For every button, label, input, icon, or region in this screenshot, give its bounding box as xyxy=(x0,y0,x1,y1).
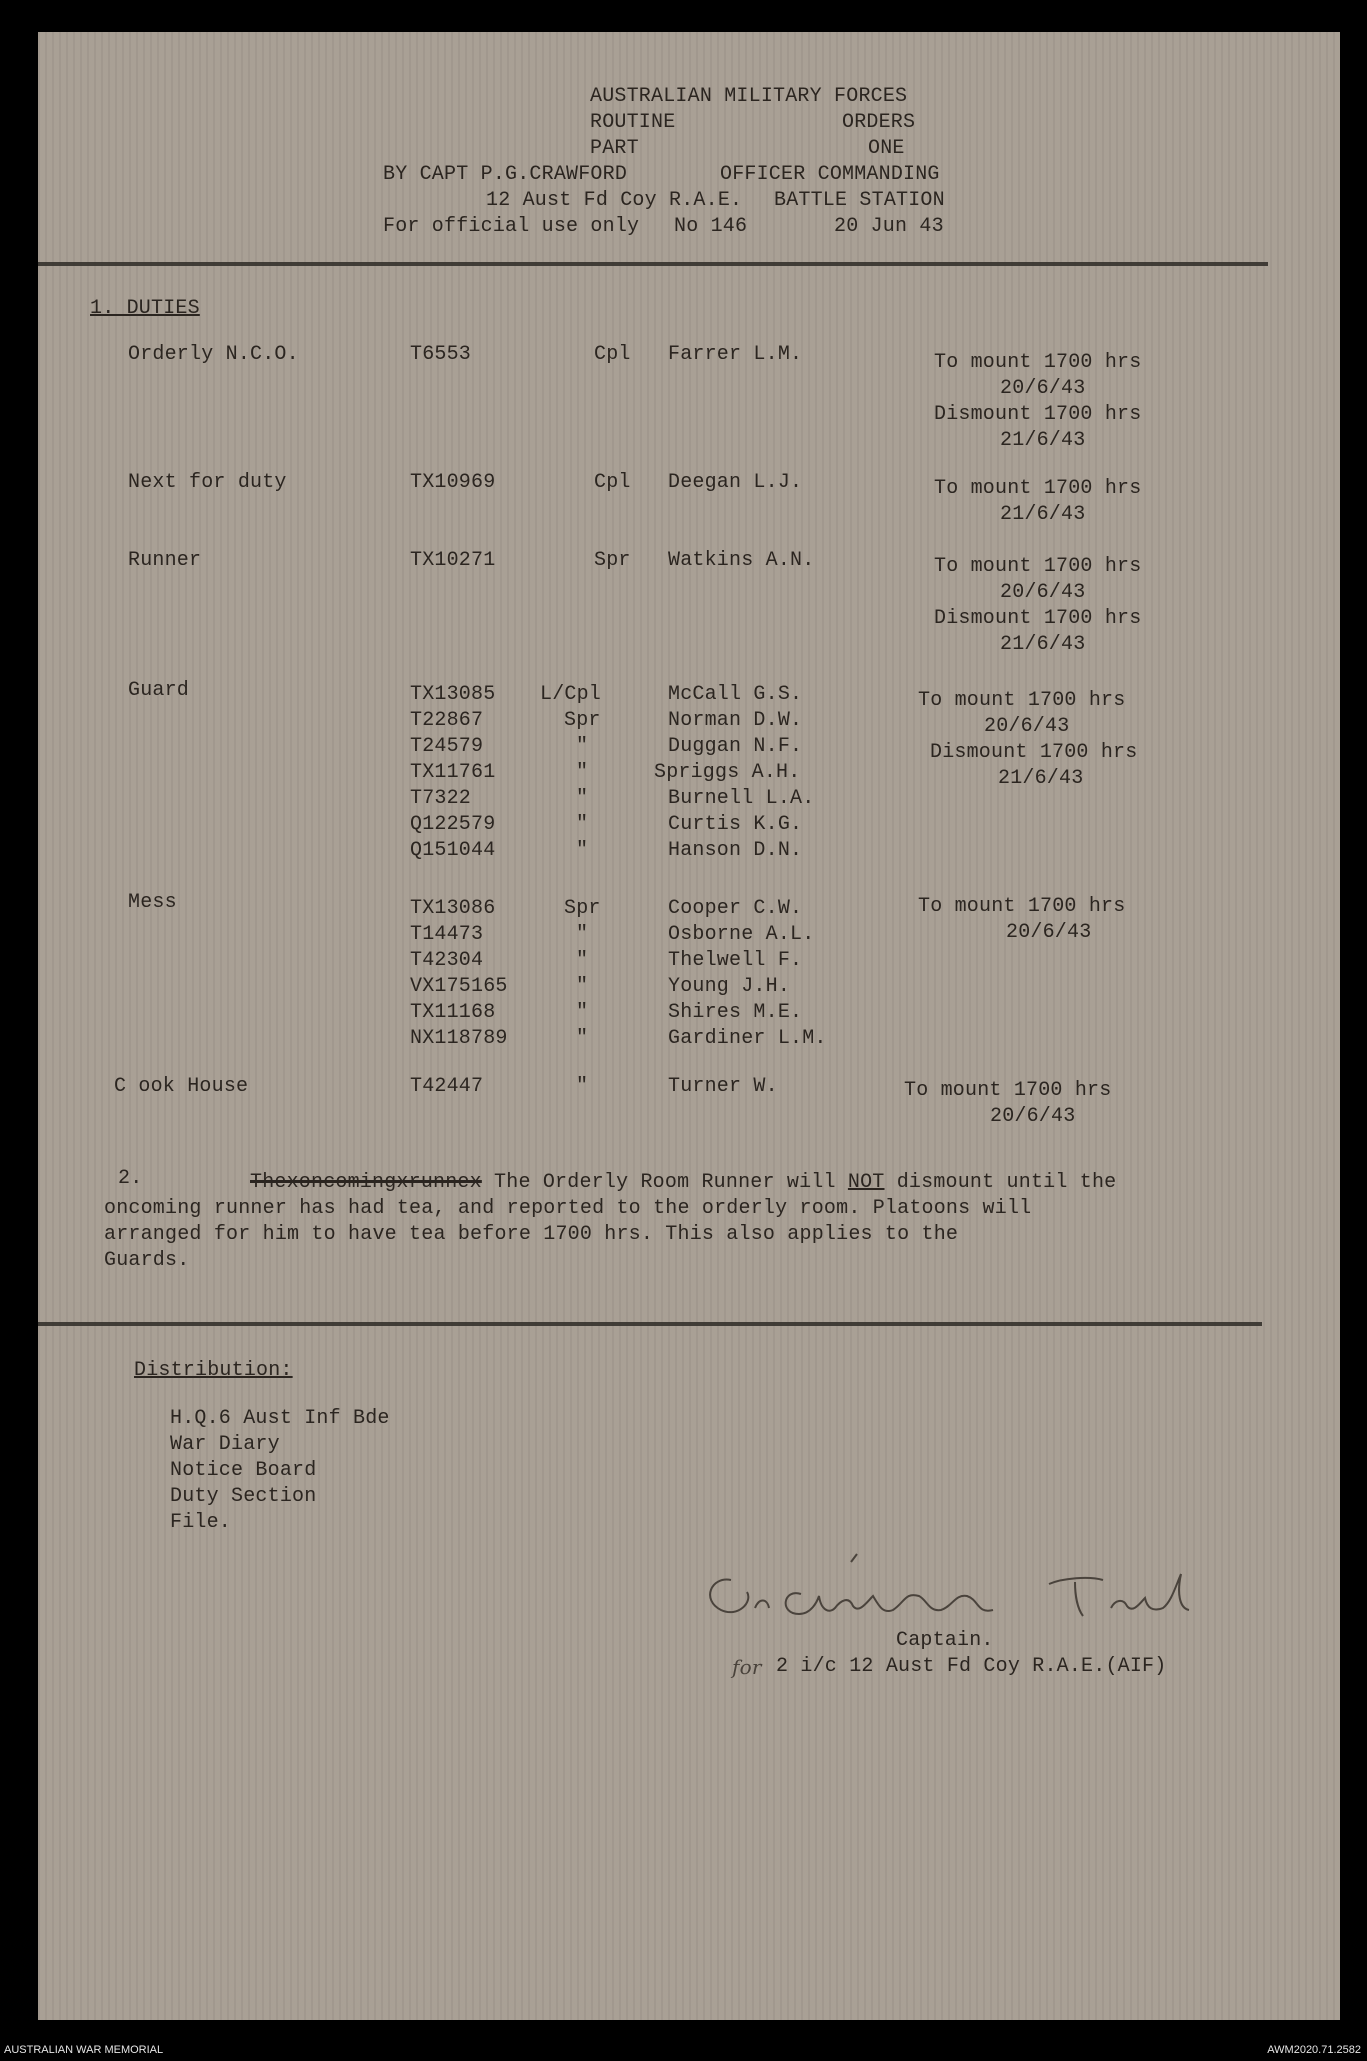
runner-when-4: 21/6/43 xyxy=(1000,633,1086,656)
section-2-line-1b: dismount until the xyxy=(896,1171,1117,1194)
section-1-heading: 1. DUTIES xyxy=(90,297,200,320)
header-line-1: AUSTRALIAN MILITARY FORCES xyxy=(590,85,908,108)
section-2-line-1 xyxy=(250,1170,1116,1196)
guard-rank: Spr xyxy=(564,709,601,732)
mess-rank: Spr xyxy=(564,897,601,920)
role-orderly-nco: Orderly N.C.O. xyxy=(128,343,299,366)
role-guard: Guard xyxy=(128,679,190,702)
next-number: TX10969 xyxy=(410,471,496,494)
section-2-line-3: arranged for him to have tea before 1700 hrs. This also applies to the xyxy=(104,1223,959,1246)
role-cook-house: C ook House xyxy=(114,1075,249,1098)
document-page xyxy=(38,32,1340,2020)
guard-name: McCall G.S. xyxy=(668,683,803,706)
guard-number: Q122579 xyxy=(410,813,496,836)
mess-number: TX13086 xyxy=(410,897,496,920)
orderly-rank: Cpl xyxy=(594,343,631,366)
section-2-line-1a: The Orderly Room Runner will xyxy=(494,1171,836,1194)
guard-name: Hanson D.N. xyxy=(668,839,803,862)
guard-when-1: To mount 1700 hrs xyxy=(918,689,1126,712)
mess-name: Gardiner L.M. xyxy=(668,1027,827,1050)
runner-name: Watkins A.N. xyxy=(668,549,815,572)
distribution-item: H.Q.6 Aust Inf Bde xyxy=(170,1407,390,1430)
guard-when-4: 21/6/43 xyxy=(998,767,1084,790)
mess-number: TX11168 xyxy=(410,1001,496,1024)
distribution-heading: Distribution: xyxy=(134,1359,293,1382)
signature-for: for xyxy=(732,1655,762,1679)
runner-number: TX10271 xyxy=(410,549,496,572)
cook-number: T42447 xyxy=(410,1075,484,1098)
guard-rank: L/Cpl xyxy=(540,683,602,706)
role-next-for-duty: Next for duty xyxy=(128,471,287,494)
section-2-number: 2. xyxy=(118,1167,143,1190)
mess-when-1: To mount 1700 hrs xyxy=(918,895,1126,918)
guard-rank: " xyxy=(576,761,589,784)
signature-title: Captain. xyxy=(896,1629,994,1652)
mess-when-2: 20/6/43 xyxy=(1006,921,1092,944)
header-order-number: No 146 xyxy=(674,215,748,238)
signature-line: 2 i/c 12 Aust Fd Coy R.A.E.(AIF) xyxy=(776,1655,1167,1678)
guard-rank: " xyxy=(576,787,589,810)
orderly-when-2: 20/6/43 xyxy=(1000,377,1086,400)
header-routine: ROUTINE xyxy=(590,111,676,134)
footer-collection: AUSTRALIAN WAR MEMORIAL xyxy=(4,2044,164,2056)
runner-when-1: To mount 1700 hrs xyxy=(934,555,1142,578)
header-date: 20 Jun 43 xyxy=(834,215,944,238)
cook-name: Turner W. xyxy=(668,1075,778,1098)
header-one: ONE xyxy=(868,137,905,160)
mess-rank: " xyxy=(576,1027,589,1050)
runner-when-3: Dismount 1700 hrs xyxy=(934,607,1142,630)
next-when-1: To mount 1700 hrs xyxy=(934,477,1142,500)
distribution-item: War Diary xyxy=(170,1433,280,1456)
guard-number: T24579 xyxy=(410,735,484,758)
mess-name: Shires M.E. xyxy=(668,1001,803,1024)
mess-name: Osborne A.L. xyxy=(668,923,815,946)
mess-name: Young J.H. xyxy=(668,975,791,998)
mess-rank: " xyxy=(576,923,589,946)
mess-rank: " xyxy=(576,975,589,998)
guard-rank: " xyxy=(576,735,589,758)
section-2-line-2: oncoming runner has had tea, and reported to the orderly room. Platoons will xyxy=(104,1197,1032,1220)
mess-rank: " xyxy=(576,949,589,972)
section-2-not: NOT xyxy=(847,1171,885,1194)
mess-rank: " xyxy=(576,1001,589,1024)
next-rank: Cpl xyxy=(594,471,631,494)
next-name: Deegan L.J. xyxy=(668,471,803,494)
guard-number: TX11761 xyxy=(410,761,496,784)
section-rule xyxy=(38,1322,1262,1326)
header-orders: ORDERS xyxy=(842,111,916,134)
role-runner: Runner xyxy=(128,549,202,572)
header-official-use: For official use only xyxy=(383,215,640,238)
header-rule xyxy=(38,262,1268,266)
orderly-when-4: 21/6/43 xyxy=(1000,429,1086,452)
guard-name: Burnell L.A. xyxy=(668,787,815,810)
mess-name: Thelwell F. xyxy=(668,949,803,972)
orderly-number: T6553 xyxy=(410,343,472,366)
mess-number: VX175165 xyxy=(410,975,508,998)
guard-name: Spriggs A.H. xyxy=(654,761,801,784)
distribution-item: File. xyxy=(170,1511,232,1534)
header-unit: 12 Aust Fd Coy R.A.E. xyxy=(486,189,743,212)
footer-reference: AWM2020.71.2582 xyxy=(1267,2044,1361,2056)
next-when-2: 21/6/43 xyxy=(1000,503,1086,526)
mess-number: NX118789 xyxy=(410,1027,508,1050)
guard-number: TX13085 xyxy=(410,683,496,706)
guard-name: Norman D.W. xyxy=(668,709,803,732)
mess-number: T42304 xyxy=(410,949,484,972)
mess-name: Cooper C.W. xyxy=(668,897,803,920)
guard-number: T7322 xyxy=(410,787,472,810)
distribution-item: Notice Board xyxy=(170,1459,317,1482)
guard-rank: " xyxy=(576,813,589,836)
distribution-item: Duty Section xyxy=(170,1485,317,1508)
section-2-line-4: Guards. xyxy=(104,1249,190,1272)
cook-when-1: To mount 1700 hrs xyxy=(904,1079,1112,1102)
guard-name: Duggan N.F. xyxy=(668,735,803,758)
orderly-when-1: To mount 1700 hrs xyxy=(934,351,1142,374)
mess-number: T14473 xyxy=(410,923,484,946)
guard-when-2: 20/6/43 xyxy=(984,715,1070,738)
header-officer-commanding: OFFICER COMMANDING xyxy=(720,163,940,186)
struck-text: Thexoncomingxrunnex xyxy=(250,1171,482,1194)
guard-rank: " xyxy=(576,839,589,862)
header-battle-station: BATTLE STATION xyxy=(774,189,945,212)
guard-name: Curtis K.G. xyxy=(668,813,803,836)
orderly-name: Farrer L.M. xyxy=(668,343,803,366)
runner-rank: Spr xyxy=(594,549,631,572)
role-mess: Mess xyxy=(128,891,177,914)
runner-when-2: 20/6/43 xyxy=(1000,581,1086,604)
header-part: PART xyxy=(590,137,639,160)
guard-when-3: Dismount 1700 hrs xyxy=(930,741,1138,764)
orderly-when-3: Dismount 1700 hrs xyxy=(934,403,1142,426)
guard-number: T22867 xyxy=(410,709,484,732)
header-by-capt: BY CAPT P.G.CRAWFORD xyxy=(383,163,628,186)
cook-rank: " xyxy=(576,1075,589,1098)
cook-when-2: 20/6/43 xyxy=(990,1105,1076,1128)
guard-number: Q151044 xyxy=(410,839,496,862)
